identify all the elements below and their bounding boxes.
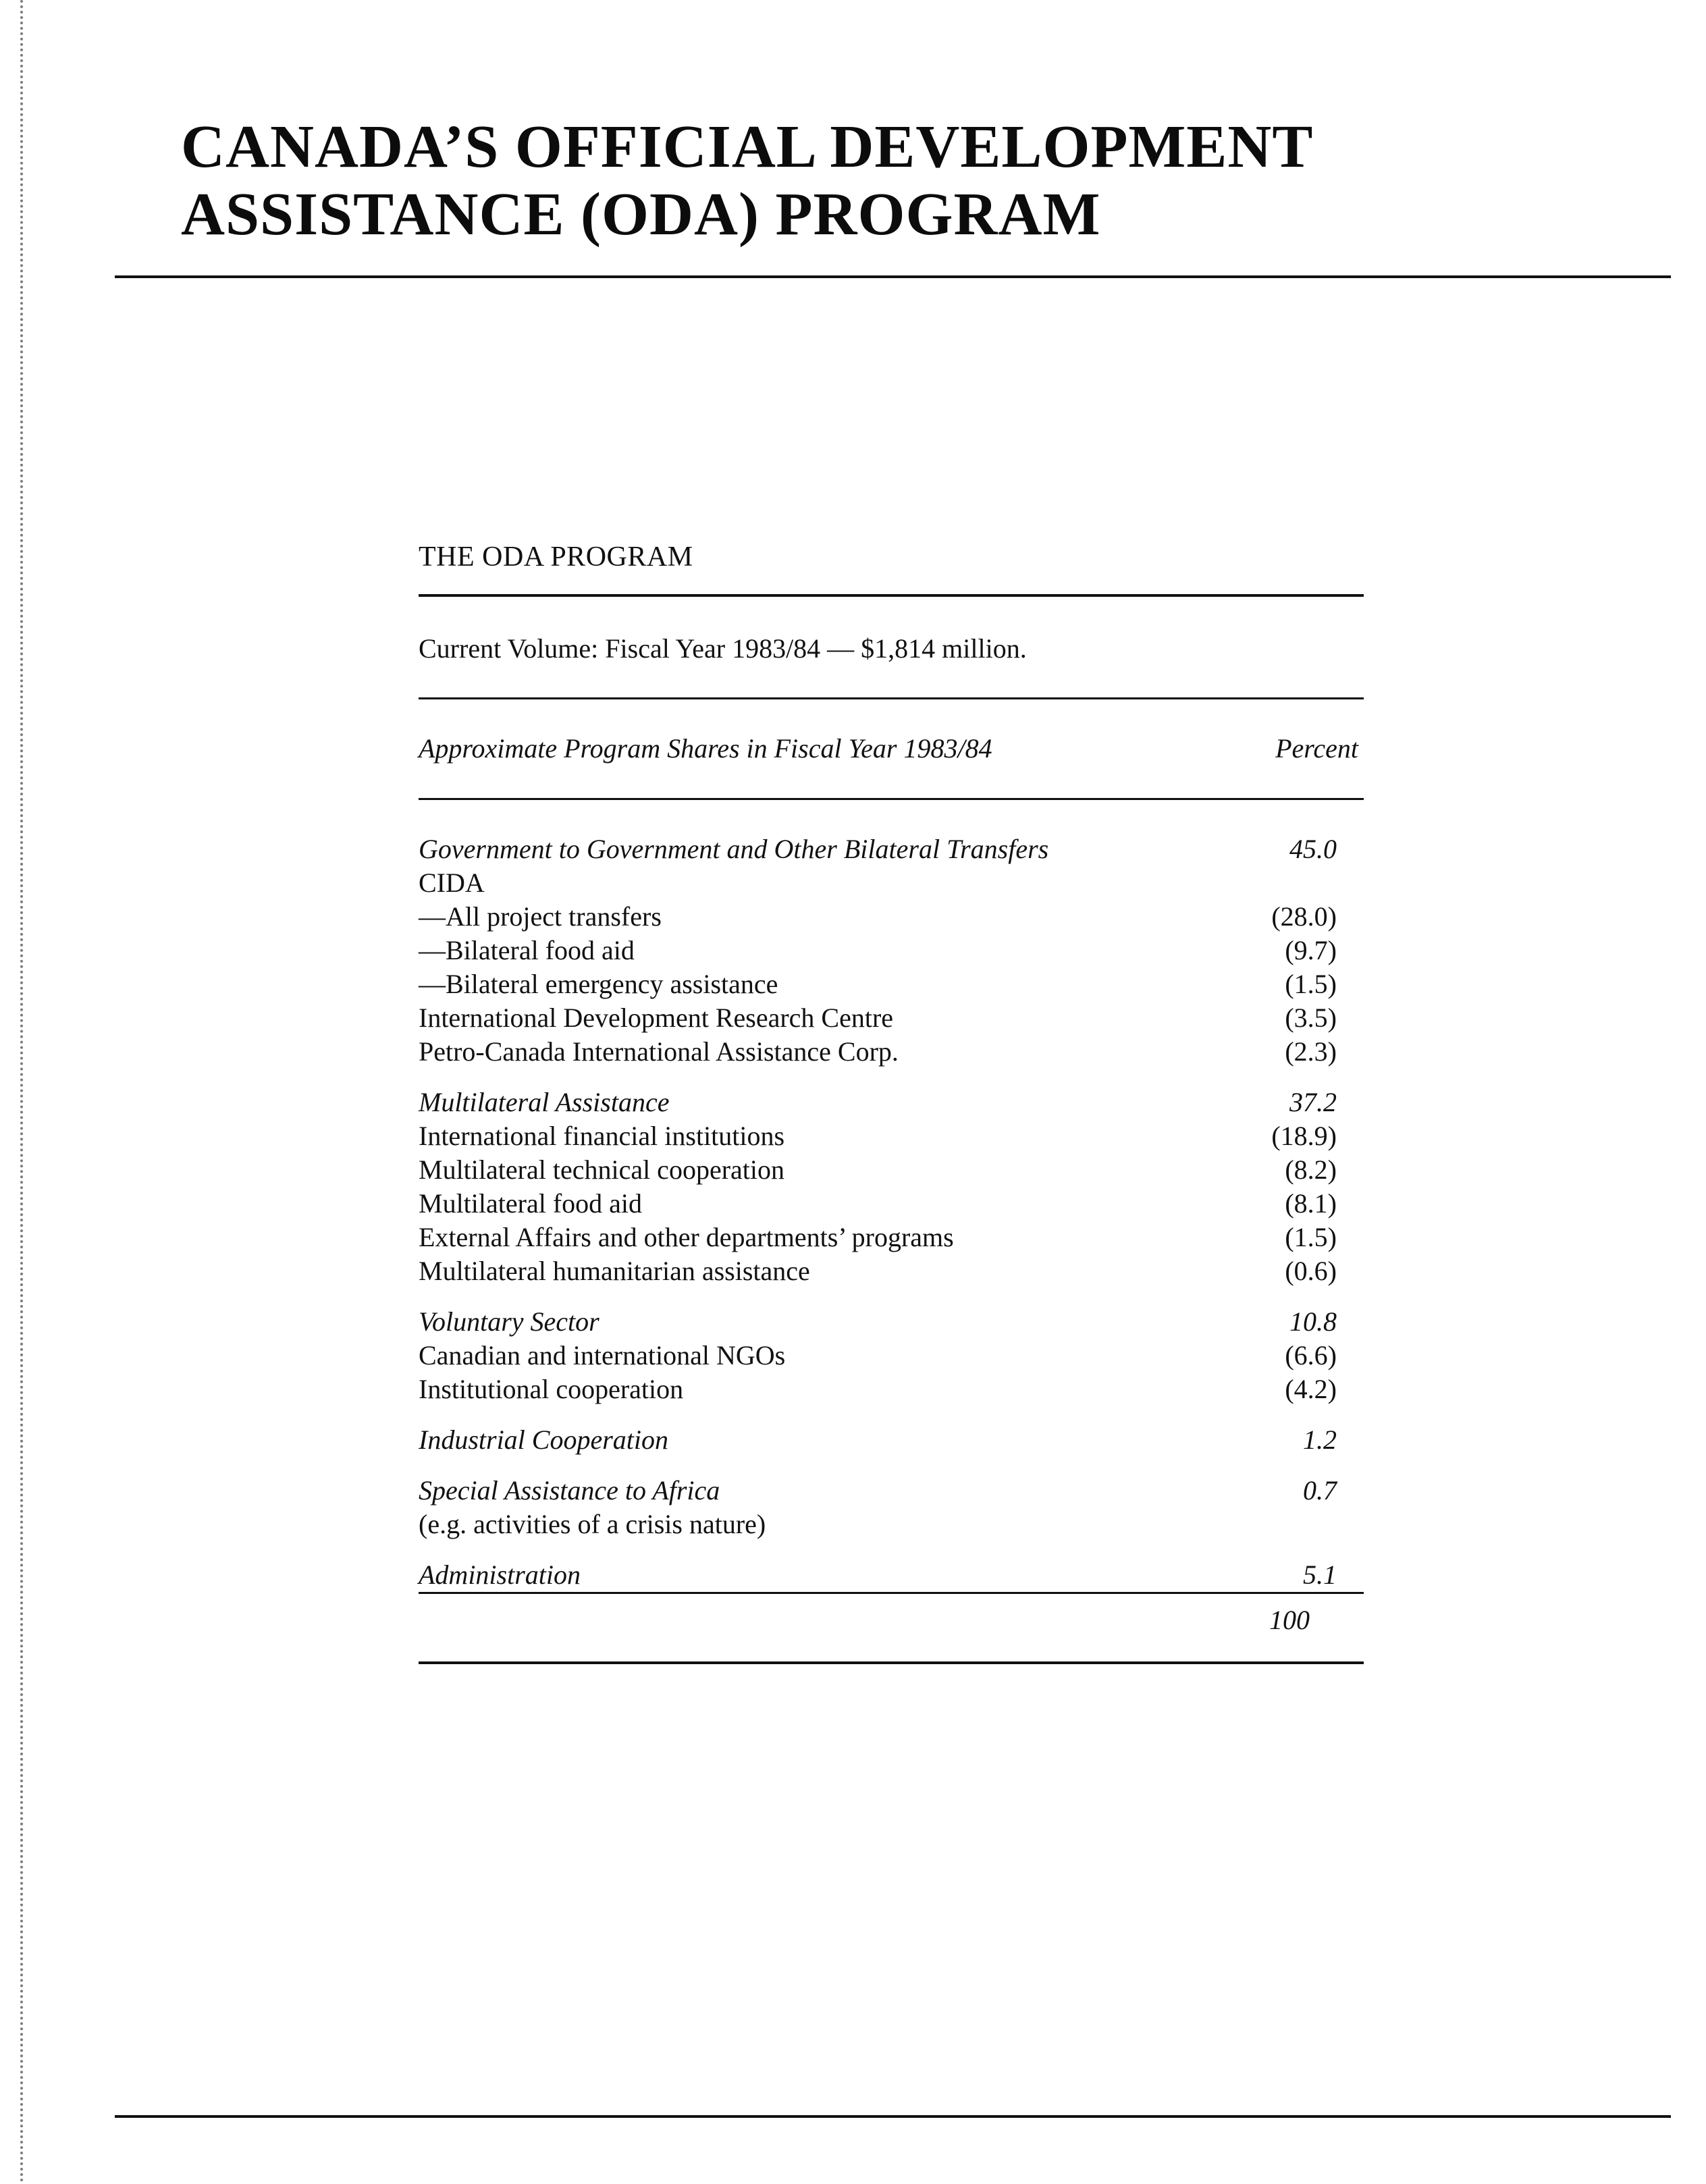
row-value: (9.7)	[1285, 935, 1337, 965]
current-volume: Current Volume: Fiscal Year 1983/84 — $1,814 million.	[419, 633, 1027, 664]
table-row	[419, 934, 1364, 967]
shares-header-row	[419, 699, 1364, 798]
row-label: Multilateral food aid	[419, 1188, 643, 1219]
row-value: (2.3)	[1285, 1036, 1337, 1067]
row-label: International financial institutions	[419, 1121, 785, 1151]
row-label: Canadian and international NGOs	[419, 1340, 786, 1370]
row-value: (4.2)	[1285, 1374, 1337, 1404]
table-row	[419, 1373, 1364, 1406]
row-value: (1.5)	[1285, 969, 1337, 999]
scan-edge	[20, 0, 27, 2184]
group-title: Multilateral Assistance	[419, 1087, 670, 1117]
table-row	[419, 1339, 1364, 1373]
table-row	[419, 1153, 1364, 1187]
shares-heading: Approximate Program Shares in Fiscal Year 1983/84	[419, 733, 992, 764]
row-value: (0.6)	[1285, 1256, 1337, 1286]
total-row	[419, 1594, 1364, 1661]
divider	[419, 1661, 1364, 1664]
table-row	[419, 900, 1364, 934]
table-row	[419, 1001, 1364, 1035]
row-value: (1.5)	[1285, 1222, 1337, 1252]
row-value: (28.0)	[1271, 901, 1337, 932]
row-value: (6.6)	[1285, 1340, 1337, 1370]
row-label: CIDA	[419, 868, 485, 898]
row-label: —Bilateral food aid	[419, 935, 635, 965]
oda-program-table	[419, 540, 1364, 1664]
group-value: 10.8	[1289, 1306, 1337, 1337]
group-gap	[419, 1541, 1364, 1558]
row-label: —Bilateral emergency assistance	[419, 969, 778, 999]
row-value: (8.1)	[1285, 1188, 1337, 1219]
row-label: —All project transfers	[419, 901, 662, 932]
row-value: (18.9)	[1271, 1121, 1337, 1151]
row-label: (e.g. activities of a crisis nature)	[419, 1509, 766, 1539]
row-value: (8.2)	[1285, 1154, 1337, 1185]
top-rule	[115, 275, 1671, 278]
table-row	[419, 1221, 1364, 1254]
table-row	[419, 1187, 1364, 1221]
group-gap	[419, 1457, 1364, 1474]
group-gap	[419, 1406, 1364, 1423]
group-header-row	[419, 1086, 1364, 1119]
section-heading: THE ODA PROGRAM	[419, 541, 693, 572]
page-title-line-2: ASSISTANCE (ODA) PROGRAM	[181, 181, 1101, 248]
group-header-row	[419, 1474, 1364, 1508]
table-row	[419, 1508, 1364, 1541]
group-title: Industrial Cooperation	[419, 1424, 669, 1455]
row-label: Institutional cooperation	[419, 1374, 684, 1404]
total-value: 100	[1269, 1605, 1310, 1635]
group-title: Administration	[419, 1560, 581, 1590]
group-value: 45.0	[1289, 834, 1337, 864]
table-row	[419, 1119, 1364, 1153]
row-label: External Affairs and other departments’ programs	[419, 1222, 954, 1252]
bottom-rule	[115, 2115, 1671, 2118]
group-gap	[419, 1069, 1364, 1086]
group-header-row	[419, 832, 1364, 866]
group-header-row	[419, 1423, 1364, 1457]
group-value: 1.2	[1303, 1424, 1337, 1455]
percent-heading: Percent	[1275, 733, 1358, 764]
group-header-row	[419, 1558, 1364, 1592]
row-label: Multilateral humanitarian assistance	[419, 1256, 810, 1286]
row-label: Multilateral technical cooperation	[419, 1154, 784, 1185]
row-label: International Development Research Centre	[419, 1003, 894, 1033]
page-title	[181, 113, 1464, 248]
group-title: Special Assistance to Africa	[419, 1475, 720, 1506]
table-body	[419, 800, 1364, 1592]
group-header-row	[419, 1305, 1364, 1339]
group-value: 0.7	[1303, 1475, 1337, 1506]
group-gap	[419, 1288, 1364, 1305]
row-label: Petro-Canada International Assistance Corp.	[419, 1036, 899, 1067]
page-title-line-1: CANADA’S OFFICIAL DEVELOPMENT	[181, 113, 1314, 180]
table-row	[419, 1254, 1364, 1288]
table-row	[419, 866, 1364, 900]
group-value: 37.2	[1289, 1087, 1337, 1117]
group-title: Voluntary Sector	[419, 1306, 599, 1337]
group-title: Government to Government and Other Bilateral Transfers	[419, 834, 1049, 864]
row-value: (3.5)	[1285, 1003, 1337, 1033]
group-value: 5.1	[1303, 1560, 1337, 1590]
table-row	[419, 967, 1364, 1001]
table-row	[419, 1035, 1364, 1069]
